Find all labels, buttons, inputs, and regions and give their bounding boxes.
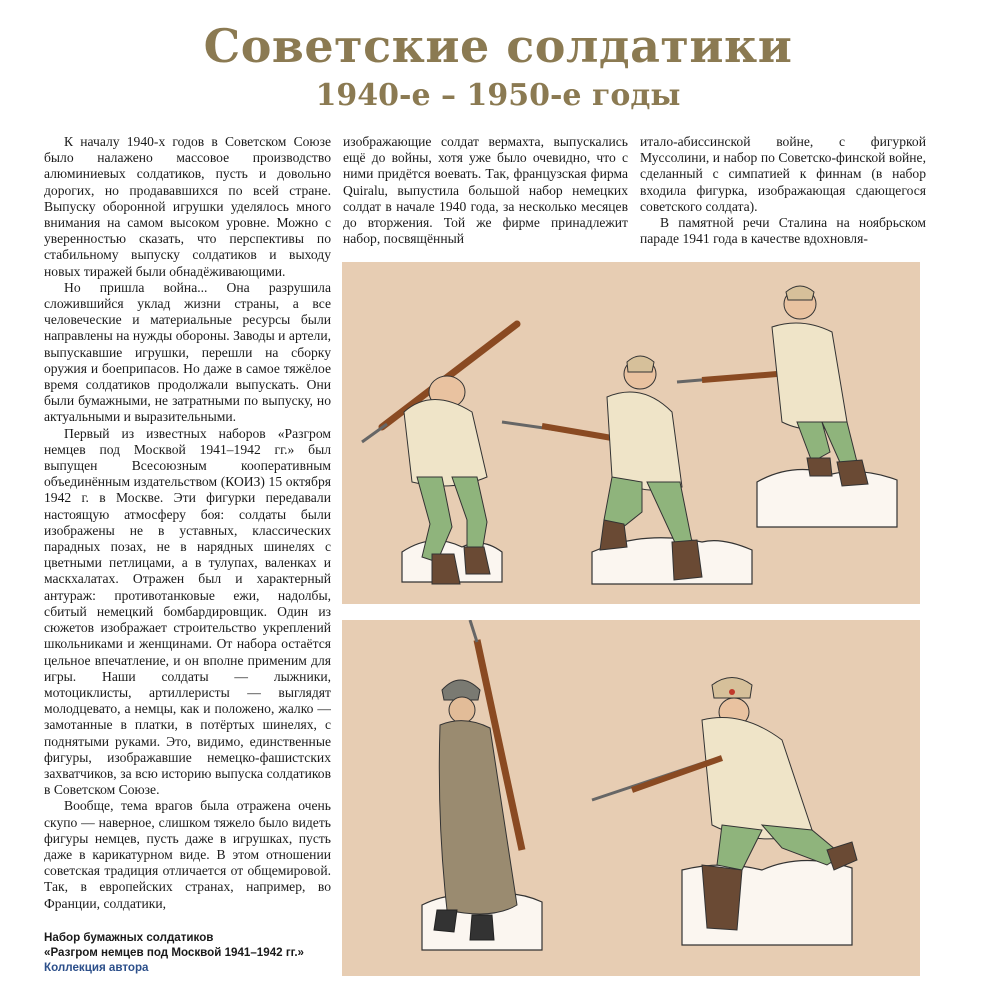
paragraph: изображающие солдат вермахта, выпускались ещё до войны, хотя уже было очевидно, что с ними придётся воевать. Так, французская фирма Quiralu, выпустила большой набор немецких солдат в начале 1940 года, за несколько месяцев до вторжения. Той же фирме принадлежит набор, посвящённый [343,134,628,247]
page-subtitle: 1940-е – 1950-е годы [315,78,681,113]
text-column-2 [343,134,628,247]
caption-line-2: «Разгром немцев под Москвой 1941–1942 гг.» [44,946,304,959]
paragraph: итало-абиссинской войне, с фигуркой Муссолини, и набор по Советско-финской войне, сделанный с симпатией к финнам (в набор входила фигурка, изображающая сдающегося советского солдата). [640,134,926,214]
caption-line-1: Набор бумажных солдатиков [44,931,214,944]
text-column-1 [44,134,331,924]
page-title: Советские солдатики [203,19,793,73]
illustration-panel-bottom [342,620,920,976]
soldier-figure-3 [677,286,868,486]
german-soldier-figure [434,620,522,940]
figure-caption [44,930,344,975]
caption-credit: Коллекция автора [44,961,149,974]
paragraph: К началу 1940-х годов в Советском Союзе было налажено массовое производство алюминиевых солдатиков, пусть и довольно дорогих, но продававшихся по всей стране. Выпуску оборонной игрушки уделялось много внимания на самом высоком уровне. Можно с уверенностью сказать, что перспективы по стабильному выпуску солдатиков и выходу новых тиражей были обнадёживающими. [44,134,331,279]
figure-stand [757,470,897,528]
soldier-figure-1 [362,324,517,584]
paragraph: Но пришла война... Она разрушила сложившийся уклад жизни страны, а все человеческие и материальные ресурсы были направлены на нужды обороны. Заводы и артели, выпускавшие игрушки, перешли на сборку оружия и боеприпасов. Но даже в самое тяжёлое время солдатиков продолжали выпускать. Они были бумажными, не затратными по выпуску, но актуальными и выразительными. [44,279,331,425]
paragraph: Вообще, тема врагов была отражена очень скупо — наверное, слишком тяжело было видеть фигуры немцев, пусть даже в игрушках, пусть даже в карикатурном виде. В этом отношении советская традиция отличается от общемировой. Так, в европейских странах, например, во Франции, солдатики, [44,798,331,911]
text-column-3 [640,134,926,247]
paragraph: В памятной речи Сталина на ноябрьском параде 1941 года в качестве вдохновля- [640,215,926,247]
soldier-figure-2 [502,356,702,580]
illustration-panel-top [342,262,920,604]
paragraph: Первый из известных наборов «Разгром немцев под Москвой 1941–1942 гг.» был выпущен Всесоюзным кооперативным объединённым издательством (КОИЗ) 15 октября 1942 г. в Москве. Эти фигурки передавали настоящую атмосферу боя: солдаты были изображены не в уставных, классических парадных позах, не в нарядных шинелях с цветными петлицами, а в тулупах, валенках и маскхалатах. Отражен был и характерный антураж: противотанковые ежи, надолбы, сбитый немецкий бомбардировщик. Один из сюжетов изображает строительство укреплений школьниками и женщинами. От набора остаётся цельное впечатление, и он вполне применим для игры. Наши солдаты — лыжники, мотоциклисты, артиллеристы — выглядят молодцевато, а немцы, как и положено, жалко — замотанные в платки, в потёртых шинелях, с поднятыми руками. Это, видимо, единственные фигуры, изображавшие немецко-фашистских захватчиков, за всю историю выпуска солдатиков в Советском Союзе. [44,425,331,798]
